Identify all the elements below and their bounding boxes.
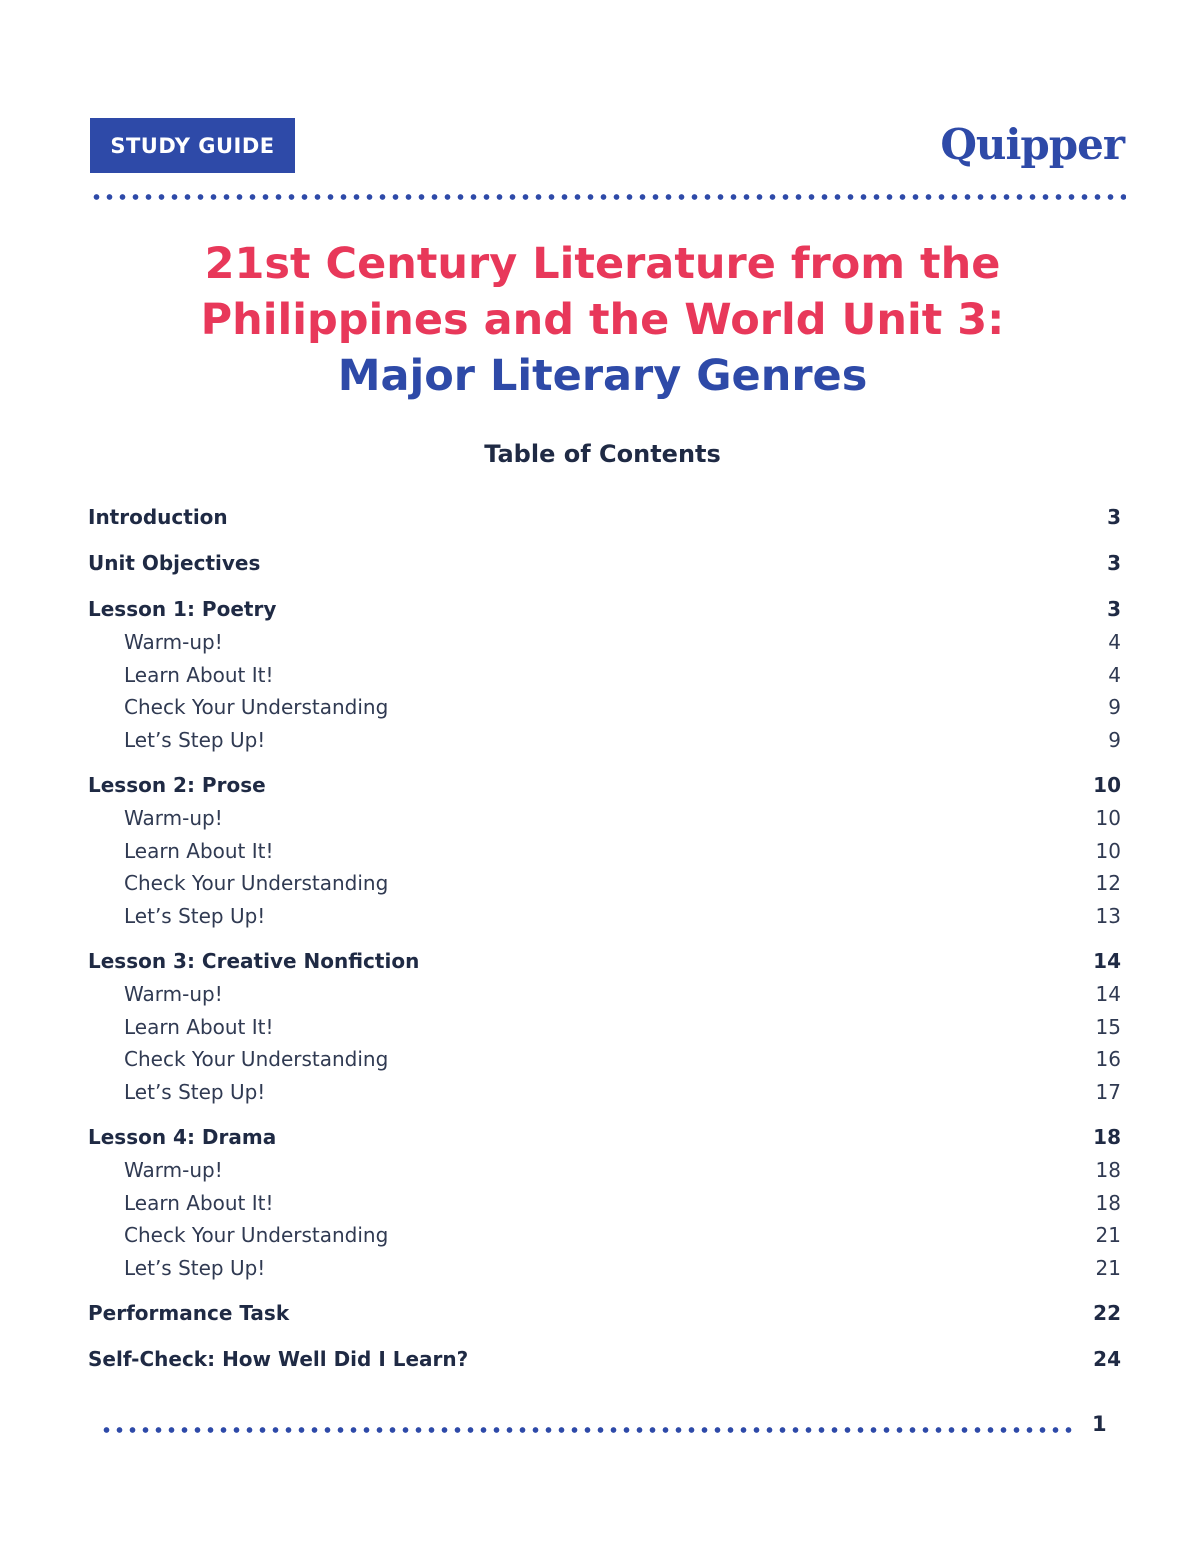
toc-label: Let’s Step Up! (124, 1079, 266, 1104)
toc-label: Check Your Understanding (124, 871, 389, 895)
bottom-dotted-divider (100, 1427, 1078, 1433)
toc-page: 3 (1107, 505, 1121, 529)
toc-page: 4 (1108, 630, 1121, 654)
toc-subentry[interactable] (88, 1076, 1121, 1109)
toc-subentry[interactable] (88, 724, 1121, 757)
toc-label: Check Your Understanding (124, 1223, 389, 1247)
toc-page: 21 (1095, 1255, 1121, 1280)
toc-heading: Table of Contents (484, 440, 721, 468)
toc-label: Check Your Understanding (124, 1047, 389, 1071)
toc-page: 15 (1095, 1014, 1121, 1039)
toc-label: Lesson 1: Poetry (88, 597, 277, 621)
toc-page: 3 (1107, 551, 1121, 575)
toc-subentry[interactable] (88, 867, 1121, 900)
toc-label: Warm-up! (124, 1158, 223, 1182)
toc-subentry[interactable] (88, 659, 1121, 692)
toc-label: Check Your Understanding (124, 695, 389, 719)
toc-entry-lesson-3[interactable] (88, 944, 1121, 978)
toc-page: 10 (1093, 773, 1121, 797)
toc-subentry[interactable] (88, 1219, 1121, 1252)
document-title (100, 236, 1105, 404)
toc-label: Learn About It! (124, 662, 274, 687)
toc-page: 3 (1107, 597, 1121, 621)
toc-page: 18 (1095, 1158, 1121, 1182)
toc-subentry[interactable] (88, 1187, 1121, 1220)
toc-page: 12 (1095, 871, 1121, 895)
toc-subentry[interactable] (88, 626, 1121, 659)
toc-subentry[interactable] (88, 978, 1121, 1011)
toc-label: Learn About It! (124, 838, 274, 863)
toc-label: Learn About It! (124, 1014, 274, 1039)
toc-page: 4 (1108, 662, 1121, 687)
toc-subentry[interactable] (88, 900, 1121, 933)
toc-label: Lesson 4: Drama (88, 1125, 277, 1149)
toc-label: Lesson 2: Prose (88, 773, 266, 797)
toc-page: 9 (1108, 727, 1121, 752)
title-line-2: Philippines and the World Unit 3: (200, 295, 1005, 345)
toc-page: 9 (1108, 695, 1121, 719)
toc-label: Performance Task (88, 1301, 290, 1325)
toc-subentry[interactable] (88, 1011, 1121, 1044)
toc-entry-lesson-1[interactable] (88, 592, 1121, 626)
top-dotted-divider (90, 194, 1126, 200)
toc-subentry[interactable] (88, 1154, 1121, 1187)
toc-subentry[interactable] (88, 1252, 1121, 1285)
toc-label: Let’s Step Up! (124, 1255, 266, 1280)
toc-subentry[interactable] (88, 802, 1121, 835)
toc-entry-introduction[interactable] (88, 500, 1121, 534)
quipper-logo: Quipper (940, 120, 1124, 169)
page-header (90, 118, 1124, 174)
toc-page: 13 (1095, 903, 1121, 928)
toc-label: Warm-up! (124, 982, 223, 1006)
table-of-contents (88, 500, 1121, 1376)
toc-entry-self-check[interactable] (88, 1342, 1121, 1376)
toc-subentry[interactable] (88, 835, 1121, 868)
study-guide-badge: STUDY GUIDE (90, 118, 295, 173)
toc-subentry[interactable] (88, 691, 1121, 724)
toc-label: Lesson 3: Creative Nonfiction (88, 949, 420, 973)
toc-page: 17 (1095, 1079, 1121, 1104)
toc-label: Let’s Step Up! (124, 727, 266, 752)
toc-page: 21 (1095, 1223, 1121, 1247)
toc-label: Learn About It! (124, 1190, 274, 1215)
toc-label: Self-Check: How Well Did I Learn? (88, 1347, 469, 1371)
toc-page: 14 (1095, 982, 1121, 1006)
title-line-1: 21st Century Literature from the (204, 239, 1001, 289)
toc-label: Warm-up! (124, 630, 223, 654)
toc-page: 18 (1095, 1190, 1121, 1215)
toc-entry-performance-task[interactable] (88, 1296, 1121, 1330)
page-number: 1 (1092, 1412, 1107, 1436)
toc-entry-lesson-4[interactable] (88, 1120, 1121, 1154)
toc-entry-unit-objectives[interactable] (88, 546, 1121, 580)
toc-page: 24 (1093, 1347, 1121, 1371)
toc-page: 10 (1095, 806, 1121, 830)
toc-label: Warm-up! (124, 806, 223, 830)
toc-page: 14 (1093, 949, 1121, 973)
toc-page: 10 (1095, 838, 1121, 863)
toc-label: Introduction (88, 505, 228, 529)
toc-subentry[interactable] (88, 1043, 1121, 1076)
toc-label: Unit Objectives (88, 551, 261, 575)
toc-page: 16 (1095, 1047, 1121, 1071)
toc-page: 18 (1093, 1125, 1121, 1149)
title-line-3: Major Literary Genres (337, 351, 868, 401)
toc-label: Let’s Step Up! (124, 903, 266, 928)
toc-page: 22 (1093, 1301, 1121, 1325)
toc-entry-lesson-2[interactable] (88, 768, 1121, 802)
